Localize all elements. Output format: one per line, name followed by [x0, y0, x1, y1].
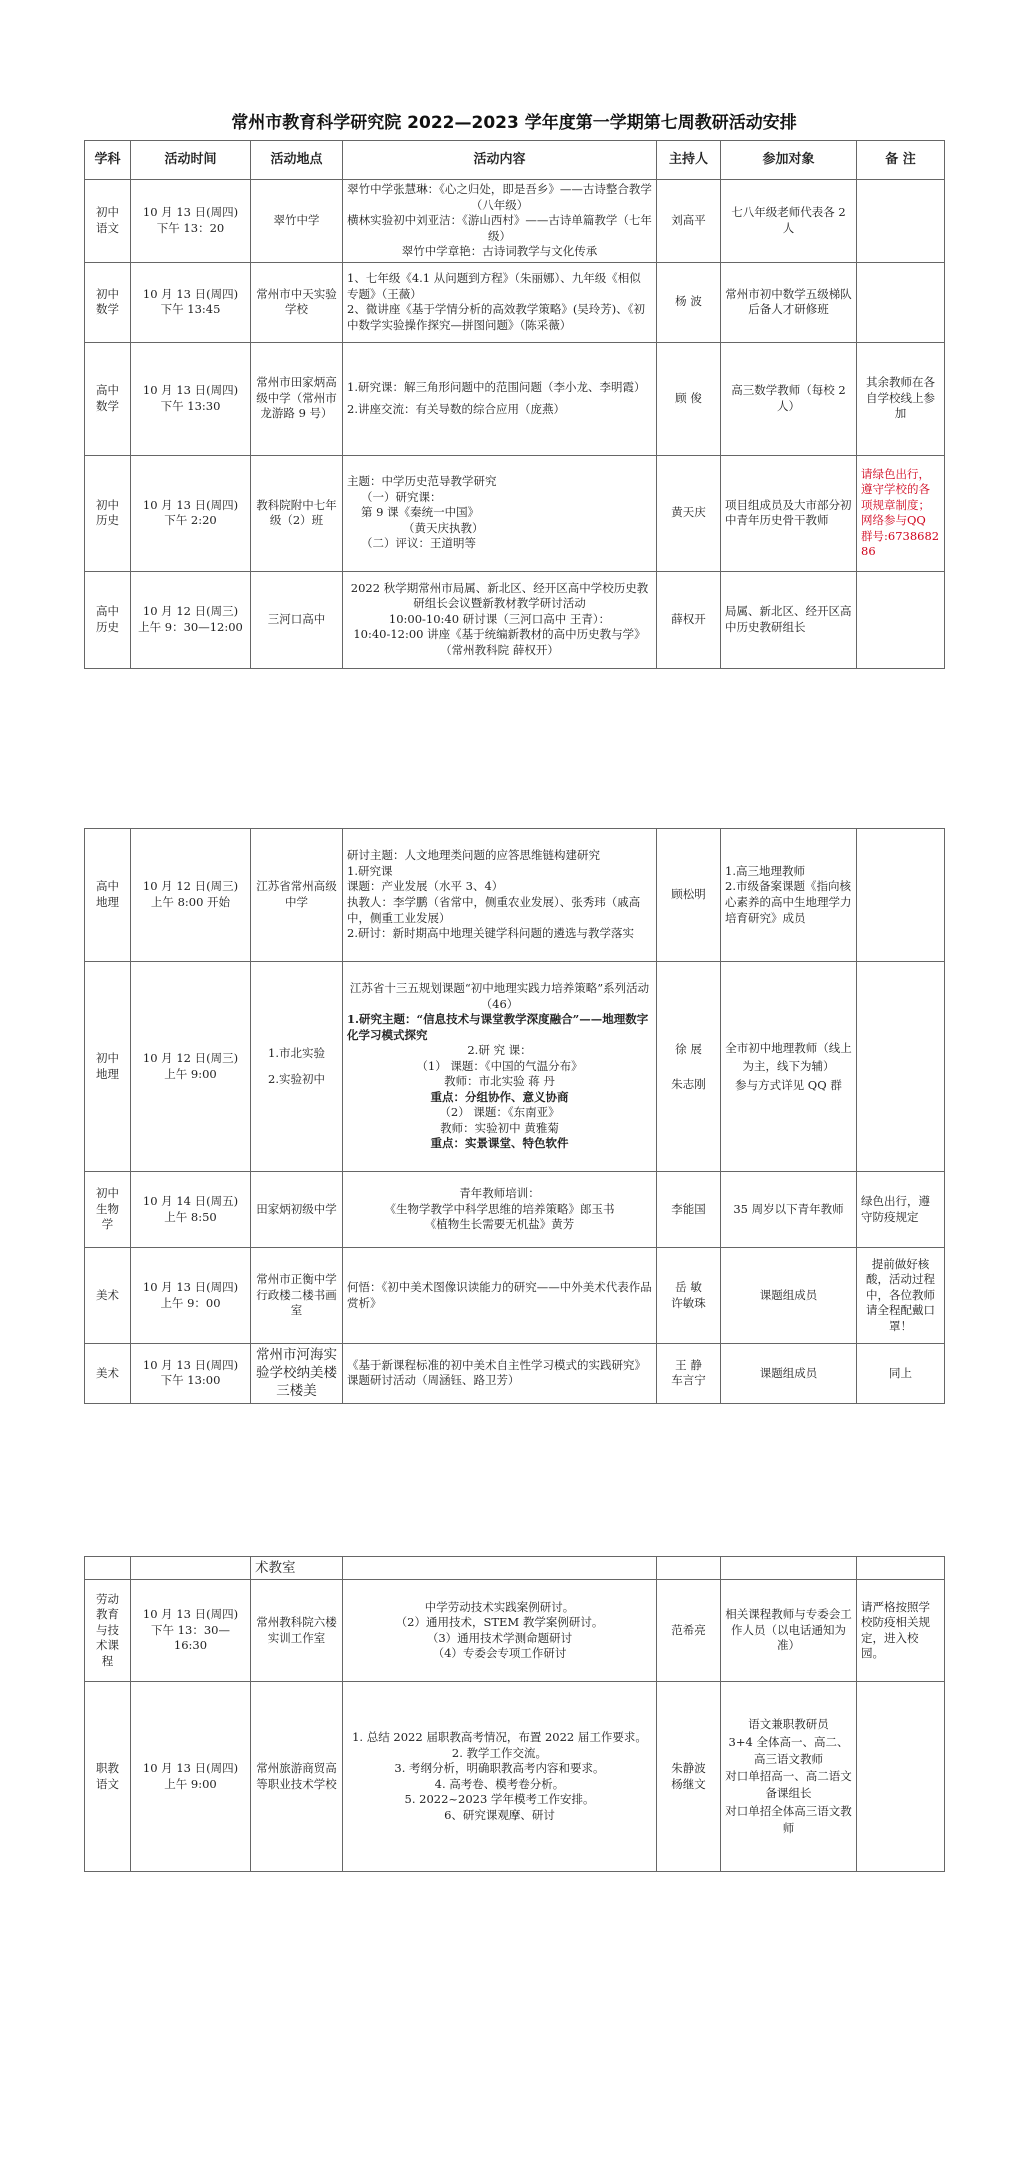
table-row: [85, 1580, 945, 1682]
content-line: 4. 高考卷、模考卷分析。: [434, 1776, 565, 1791]
header-subject: 学科: [85, 141, 131, 180]
table-row: [85, 829, 945, 962]
cell-place: 常州教科院六楼实训工作室: [251, 1580, 343, 1682]
table-row: [85, 1682, 945, 1872]
table-row: [85, 455, 945, 571]
cell-time: 10 月 13 日(周四) 下午 13：30—16:30: [131, 1580, 251, 1682]
cell-subject: 高中 历史: [85, 571, 131, 668]
cell-subject: 初中 生物 学: [85, 1172, 131, 1248]
cell-host: 朱静波 杨继文: [657, 1682, 721, 1872]
cell-time: 10 月 13 日(周四) 下午 13：20: [131, 180, 251, 263]
content-line: 《植物生长需要无机盐》黄芳: [424, 1217, 575, 1232]
cell-note: 其余教师在各自学校线上参加: [857, 342, 945, 455]
cell-host: 王 静 车言宁: [657, 1344, 721, 1404]
cell-note: 请严格按照学校防疫相关规定，进入校园。: [857, 1580, 945, 1682]
cell-audience: 1.高三地理教师 2.市级备案课题《指向核心素养的高中生地理学力培育研究》成员: [721, 829, 857, 962]
content-line: 10:00-10:40 研讨课（三河口高中 王青）：: [388, 611, 611, 626]
header-note: 备 注: [857, 141, 945, 180]
cell-subject: 高中 地理: [85, 829, 131, 962]
page-title: 常州市教育科学研究院 2022—2023 学年度第一学期第七周教研活动安排: [231, 113, 797, 133]
cell-content: [343, 1172, 657, 1248]
cell-time: 10 月 12 日(周三) 上午 8:00 开始: [131, 829, 251, 962]
schedule-table-part-3: [84, 1556, 945, 1872]
cell-note: [857, 962, 945, 1172]
cell-subject: 劳动 教育 与技 术课 程: [85, 1580, 131, 1682]
cell-time: 10 月 13 日(周四) 下午 2:20: [131, 455, 251, 571]
cell-host: 徐 展 朱志刚: [657, 962, 721, 1172]
content-line: 教师：市北实验 蒋 丹: [444, 1074, 555, 1089]
content-line: 2.研讨：新时期高中地理关键学科问题的遴选与教学落实: [347, 926, 634, 941]
content-line: 青年教师培训：: [459, 1186, 540, 1201]
content-line: （3）通用技术学测命题研讨: [426, 1630, 573, 1645]
content-line: 1.研究课：解三角形问题中的范围问题（李小龙、李明霞）: [347, 380, 646, 395]
cell-content: [343, 962, 657, 1172]
cell-content: [343, 455, 657, 571]
content-line: 主题：中学历史范导教学研究: [347, 474, 497, 489]
cell-time: 10 月 13 日(周四) 下午 13:00: [131, 1344, 251, 1404]
cell-content: [343, 342, 657, 455]
header-place: 活动地点: [251, 141, 343, 180]
header-time: 活动时间: [131, 141, 251, 180]
cell-time: 10 月 12 日(周三) 上午 9:00: [131, 962, 251, 1172]
cell-place: 三河口高中: [251, 571, 343, 668]
content-line: （黄天庆执教）: [403, 520, 484, 535]
cell-subject: 美术: [85, 1248, 131, 1344]
table-row: [85, 262, 945, 342]
content-line: 5. 2022~2023 学年模考工作安排。: [404, 1792, 595, 1807]
cell-content: [343, 1580, 657, 1682]
content-line: 横林实验初中刘亚洁：《游山西村》——古诗单篇教学（七年级）: [347, 213, 652, 243]
cell-audience: 课题组成员: [721, 1344, 857, 1404]
cell-content: [343, 262, 657, 342]
cell-host: 顾松明: [657, 829, 721, 962]
table-row: [85, 1248, 945, 1344]
content-line: 重点：实景课堂、特色软件: [430, 1136, 569, 1151]
cell-time: 10 月 12 日(周三) 上午 9：30—12:00: [131, 571, 251, 668]
cell-place: 常州市中天实验学校: [251, 262, 343, 342]
cell-audience: 局属、新北区、经开区高中历史教研组长: [721, 571, 857, 668]
content-line: 重点：分组协作、意义协商: [430, 1089, 569, 1104]
cell-host: 薛权开: [657, 571, 721, 668]
content-line: 中学劳动技术实践案例研讨。: [424, 1599, 575, 1614]
cell-place: 翠竹中学: [251, 180, 343, 263]
cell-note: [857, 571, 945, 668]
table-row: [85, 1344, 945, 1404]
content-line: 执教人：李学鹏（省常中，侧重农业发展）、张秀玮（戚高中，侧重工业发展）: [347, 895, 641, 925]
content-line: 3. 考纲分析，明确职教高考内容和要求。: [394, 1761, 605, 1776]
table-row-continued: [85, 1557, 945, 1580]
content-line: 2.讲座交流：有关导数的综合应用（庞燕）: [347, 401, 565, 416]
table-row: [85, 571, 945, 668]
content-line: 1.研究课: [347, 863, 393, 878]
cell-audience: 语文兼职教研员 3+4 全体高一、高二、高三语文教师 对口单招高一、高二语文备课组长 对口单招全体高三语文教师: [721, 1682, 857, 1872]
content-line: 江苏省十三五规划课题“初中地理实践力培养策略”系列活动（46）: [349, 981, 650, 1011]
cell-place: 常州市田家炳高级中学（常州市龙游路 9 号）: [251, 342, 343, 455]
cell-subject: 初中 语文: [85, 180, 131, 263]
content-line: 2、微讲座《基于学情分析的高效教学策略》(吴玲芳)、《初中数学实验操作探究—拼图问题》（陈采薇）: [347, 302, 646, 332]
cell-time: 10 月 13 日(周四) 上午 9:00: [131, 1682, 251, 1872]
cell-place: 1.市北实验 2.实验初中: [251, 962, 343, 1172]
cell-place: 田家炳初级中学: [251, 1172, 343, 1248]
cell-audience: 高三数学教师（每校 2 人）: [721, 342, 857, 455]
cell-audience: 35 周岁以下青年教师: [721, 1172, 857, 1248]
cell-subject: 初中 历史: [85, 455, 131, 571]
content-line: 第 9 课《秦统一中国》: [361, 505, 480, 520]
content-line: 6、研究课观摩、研讨: [444, 1807, 555, 1822]
cell-time: 10 月 13 日(周四) 下午 13:45: [131, 262, 251, 342]
header-audience: 参加对象: [721, 141, 857, 180]
cell-subject: 高中 数学: [85, 342, 131, 455]
content-line: （2）通用技术，STEM 教学案例研讨。: [395, 1615, 604, 1630]
cell-note: [857, 829, 945, 962]
cell-place: 教科院附中七年级（2）班: [251, 455, 343, 571]
cell-subject: 职教 语文: [85, 1682, 131, 1872]
table-row: [85, 1172, 945, 1248]
cell-audience: 常州市初中数学五级梯队后备人才研修班: [721, 262, 857, 342]
cell-audience: 课题组成员: [721, 1248, 857, 1344]
table-header-row: [85, 141, 945, 180]
content-line: 《基于新课程标准的初中美术自主性学习模式的实践研究》课题研讨活动（周涵钰、路卫芳）: [347, 1357, 646, 1388]
cell-note: [857, 262, 945, 342]
content-line: （一）研究课：: [361, 489, 442, 504]
content-line: （1） 课题：《中国的气温分布》: [416, 1058, 583, 1073]
cell-audience: 七八年级老师代表各 2 人: [721, 180, 857, 263]
content-line: 教师：实验初中 黄雅菊: [440, 1120, 559, 1135]
content-line: （二）评议：王道明等: [361, 536, 476, 551]
cell-note: [857, 180, 945, 263]
cell-place: 江苏省常州高级中学: [251, 829, 343, 962]
cell-place: 常州市河海实验学校纳美楼三楼美: [251, 1344, 343, 1404]
cell-host: 李能国: [657, 1172, 721, 1248]
cell-subject: 初中 地理: [85, 962, 131, 1172]
cell-audience: 全市初中地理教师（线上为主，线下为辅） 参与方式详见 QQ 群: [721, 962, 857, 1172]
cell-note: [857, 1682, 945, 1872]
content-line: 2022 秋学期常州市局属、新北区、经开区高中学校历史教研组长会议暨新教材教学研讨活动: [350, 580, 649, 611]
cell-host: 顾 俊: [657, 342, 721, 455]
cell-note: 同上: [857, 1344, 945, 1404]
table-row: [85, 962, 945, 1172]
table-row: [85, 180, 945, 263]
cell-subject: 初中 数学: [85, 262, 131, 342]
content-line: 1、七年级《4.1 从问题到方程》（朱丽娜）、九年级《相似专题》（王薇）: [347, 271, 641, 301]
cell-content: [343, 829, 657, 962]
cell-place: 常州市正衡中学行政楼二楼书画室: [251, 1248, 343, 1344]
cell-time: 10 月 13 日(周四) 下午 13:30: [131, 342, 251, 455]
header-content: 活动内容: [343, 141, 657, 180]
content-line: 何悟：《初中美术图像识读能力的研究——中外美术代表作品赏析》: [347, 1279, 652, 1310]
content-line: 1. 总结 2022 届职教高考情况，布置 2022 届工作要求。: [352, 1730, 647, 1745]
cell-place: 常州旅游商贸高等职业技术学校: [251, 1682, 343, 1872]
cell-subject: 美术: [85, 1344, 131, 1404]
cell-host: 岳 敏 许敏珠: [657, 1248, 721, 1344]
header-host: 主持人: [657, 141, 721, 180]
content-line: 1.研究主题：“信息技术与课堂教学深度融合”——地理数字化学习模式探究: [347, 1012, 649, 1042]
content-line: 2.研 究 课：: [467, 1043, 532, 1058]
content-line: 翠竹中学章艳：古诗词教学与文化传承: [401, 244, 598, 259]
content-line: 研讨主题：人文地理类问题的应答思维链构建研究: [347, 848, 600, 863]
content-line: （2） 课题：《东南亚》: [439, 1105, 560, 1120]
content-line: 翠竹中学张慧琳：《心之归处，即是吾乡》——古诗整合教学（八年级）: [347, 182, 652, 212]
cell-place-continued: 术教室: [251, 1557, 343, 1580]
content-line: （常州教科院 薛权开）: [440, 642, 559, 657]
cell-host: 黄天庆: [657, 455, 721, 571]
cell-note: 请绿色出行，遵守学校的各项规章制度；网络参与QQ 群号:673868286: [857, 455, 945, 571]
cell-audience: 相关课程教师与专委会工作人员（以电话通知为准）: [721, 1580, 857, 1682]
schedule-table-part-1: [84, 140, 945, 669]
table-row: [85, 342, 945, 455]
cell-content: [343, 1248, 657, 1344]
cell-note: 提前做好核酸，活动过程中，各位教师请全程配戴口罩！: [857, 1248, 945, 1344]
cell-note: 绿色出行，遵守防疫规定: [857, 1172, 945, 1248]
cell-host: 范希亮: [657, 1580, 721, 1682]
content-line: 2. 教学工作交流。: [451, 1745, 548, 1760]
schedule-table-part-2: [84, 828, 945, 1404]
cell-content: [343, 180, 657, 263]
content-line: 10:40-12:00 讲座《基于统编新教材的高中历史教与学》: [353, 627, 646, 642]
cell-host: 刘高平: [657, 180, 721, 263]
cell-host: 杨 波: [657, 262, 721, 342]
cell-content: [343, 1682, 657, 1872]
content-line: 课题：产业发展（水平 3、4）: [347, 879, 504, 894]
cell-time: 10 月 13 日(周四) 上午 9：00: [131, 1248, 251, 1344]
content-line: （4）专委会专项工作研讨: [432, 1646, 567, 1661]
cell-content: [343, 571, 657, 668]
cell-time: 10 月 14 日(周五) 上午 8:50: [131, 1172, 251, 1248]
content-line: 《生物学教学中科学思维的培养策略》郎玉书: [384, 1201, 615, 1216]
cell-content: [343, 1344, 657, 1404]
cell-audience: 项目组成员及大市部分初中青年历史骨干教师: [721, 455, 857, 571]
